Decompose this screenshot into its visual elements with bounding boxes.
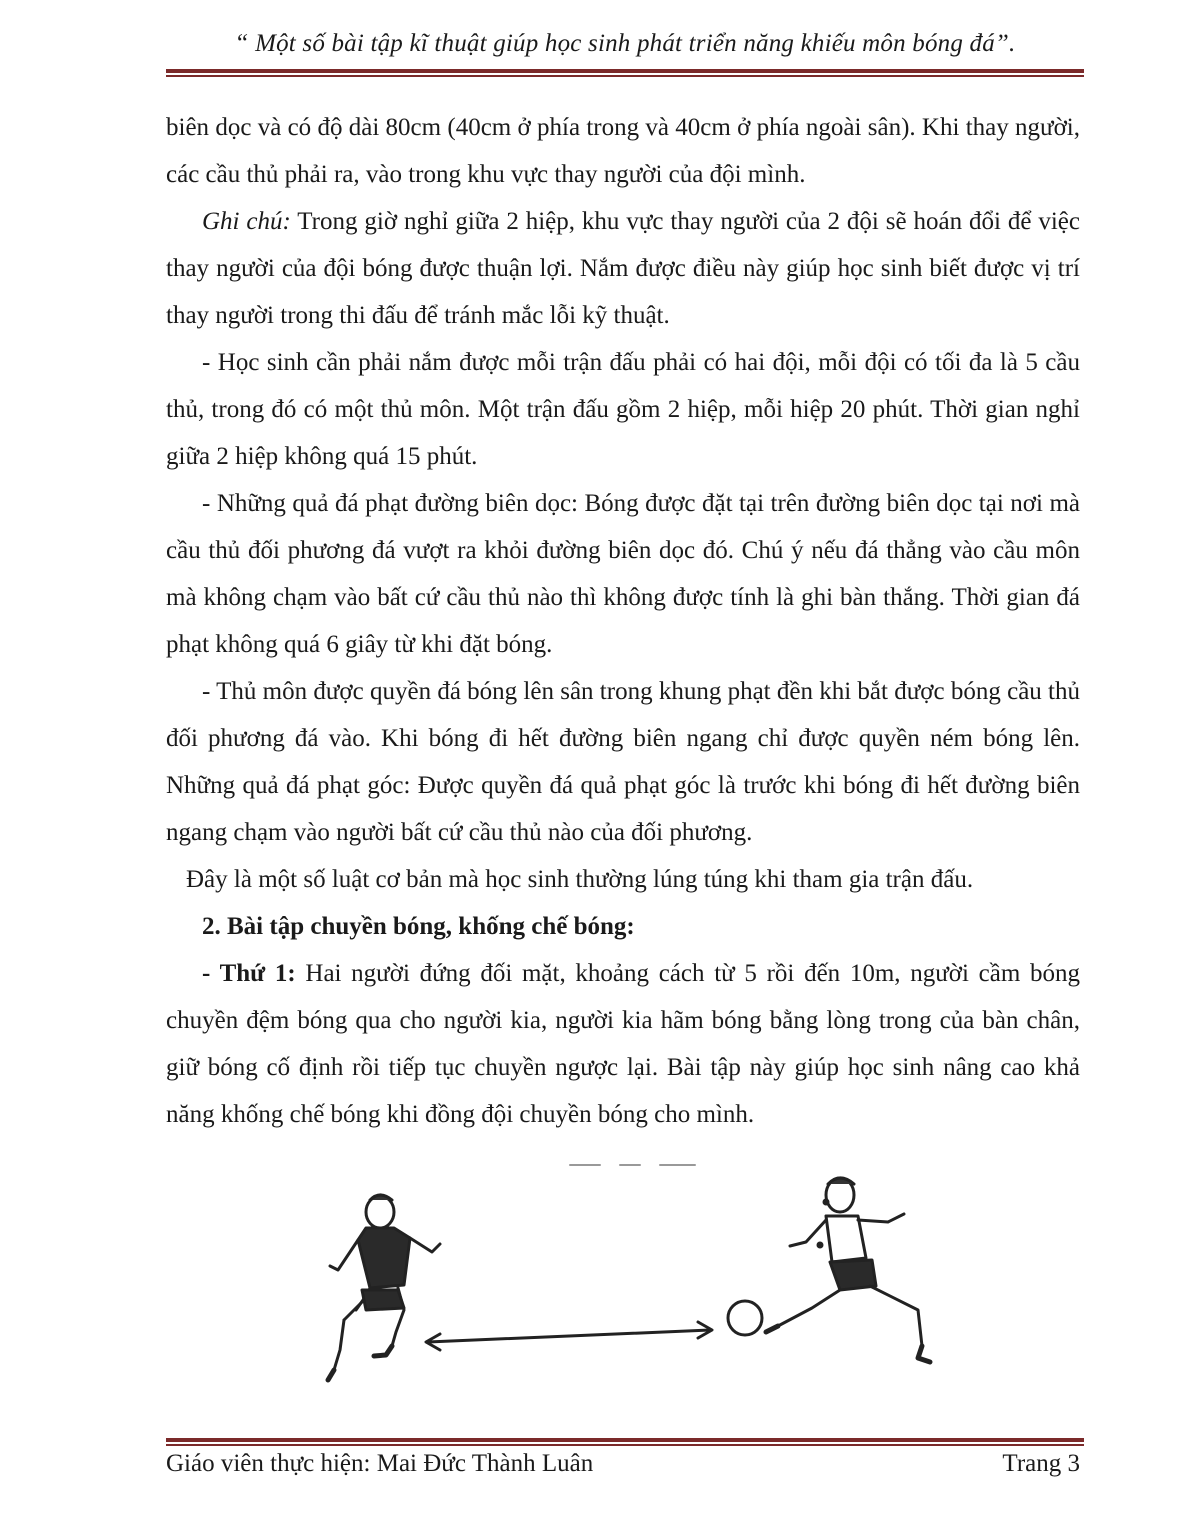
paragraph-note — [166, 198, 1080, 339]
note-label: Ghi chú: — [202, 208, 291, 235]
paragraph-goalkeeper: - Thủ môn được quyền đá bóng lên sân trong khung phạt đền khi bắt được bóng cầu thủ đối phương đá vào. Khi bóng đi hết đường biên ngang chỉ được quyền ném bóng lên. Những quả đá phạt góc: Được quyền đá quả phạt góc là trước khi bóng đi hết đường biên ngang chạm vào người bất cứ cầu thủ nào của đối phương. — [166, 678, 1080, 846]
passing-illustration — [300, 1150, 1000, 1400]
footer-teacher: Giáo viên thực hiện: Mai Đức Thành Luân — [166, 1450, 594, 1477]
left-player-figure — [328, 1195, 440, 1380]
header-rule — [166, 69, 1084, 77]
footer-rule — [166, 1438, 1084, 1446]
paragraph-summary: Đây là một số luật cơ bản mà học sinh thường lúng túng khi tham gia trận đấu. — [186, 866, 974, 893]
document-body — [166, 104, 1080, 1138]
right-player-figure — [766, 1178, 930, 1362]
paragraph-1: biên dọc và có độ dài 80cm (40cm ở phía trong và 40cm ở phía ngoài sân). Khi thay người, các cầu thủ phải ra, vào trong khu vực thay người của đội mình. — [166, 114, 1080, 188]
paragraph-exercise-1 — [166, 950, 1080, 1138]
page-header: “ Một số bài tập kĩ thuật giúp học sinh phát triển năng khiếu môn bóng đá”. — [234, 30, 1016, 57]
footer-page-number: Trang 3 — [1002, 1450, 1080, 1477]
exercise-1-text: Hai người đứng đối mặt, khoảng cách từ 5 rồi đến 10m, người cầm bóng chuyền đệm bóng qua cho người kia, người kia hãm bóng bằng lòng trong của bàn chân, giữ bóng cố định rồi tiếp tục chuyền ngược lại. Bài tập này giúp học sinh nâng cao khả năng khống chế bóng khi đồng đội chuyền bóng cho mình. — [166, 960, 1081, 1128]
paragraph-sideline-kick: - Những quả đá phạt đường biên dọc: Bóng được đặt tại trên đường biên dọc tại nơi mà cầu thủ đối phương đá vượt ra khỏi đường biên dọc đó. Chú ý nếu đá thẳng vào cầu môn mà không chạm vào bất cứ cầu thủ nào thì không được tính là ghi bàn thắng. Thời gian đá phạt không quá 6 giây từ khi đặt bóng. — [166, 490, 1080, 658]
exercise-1-label: - Thứ 1: — [202, 960, 296, 987]
note-text: Trong giờ nghỉ giữa 2 hiệp, khu vực thay người của 2 đội sẽ hoán đổi để việc thay người của đội bóng được thuận lợi. Nắm được điều này giúp học sinh biết được vị trí thay người trong thi đấu để tránh mắc lỗi kỹ thuật. — [166, 208, 1081, 329]
paragraph-teams: - Học sinh cần phải nắm được mỗi trận đấu phải có hai đội, mỗi đội có tối đa là 5 cầu thủ, trong đó có một thủ môn. Một trận đấu gồm 2 hiệp, mỗi hiệp 20 phút. Thời gian nghỉ giữa 2 hiệp không quá 15 phút. — [166, 349, 1080, 470]
ball-icon — [728, 1301, 762, 1335]
pass-arrow — [426, 1322, 712, 1350]
section-heading: 2. Bài tập chuyền bóng, khống chế bóng: — [202, 913, 635, 940]
